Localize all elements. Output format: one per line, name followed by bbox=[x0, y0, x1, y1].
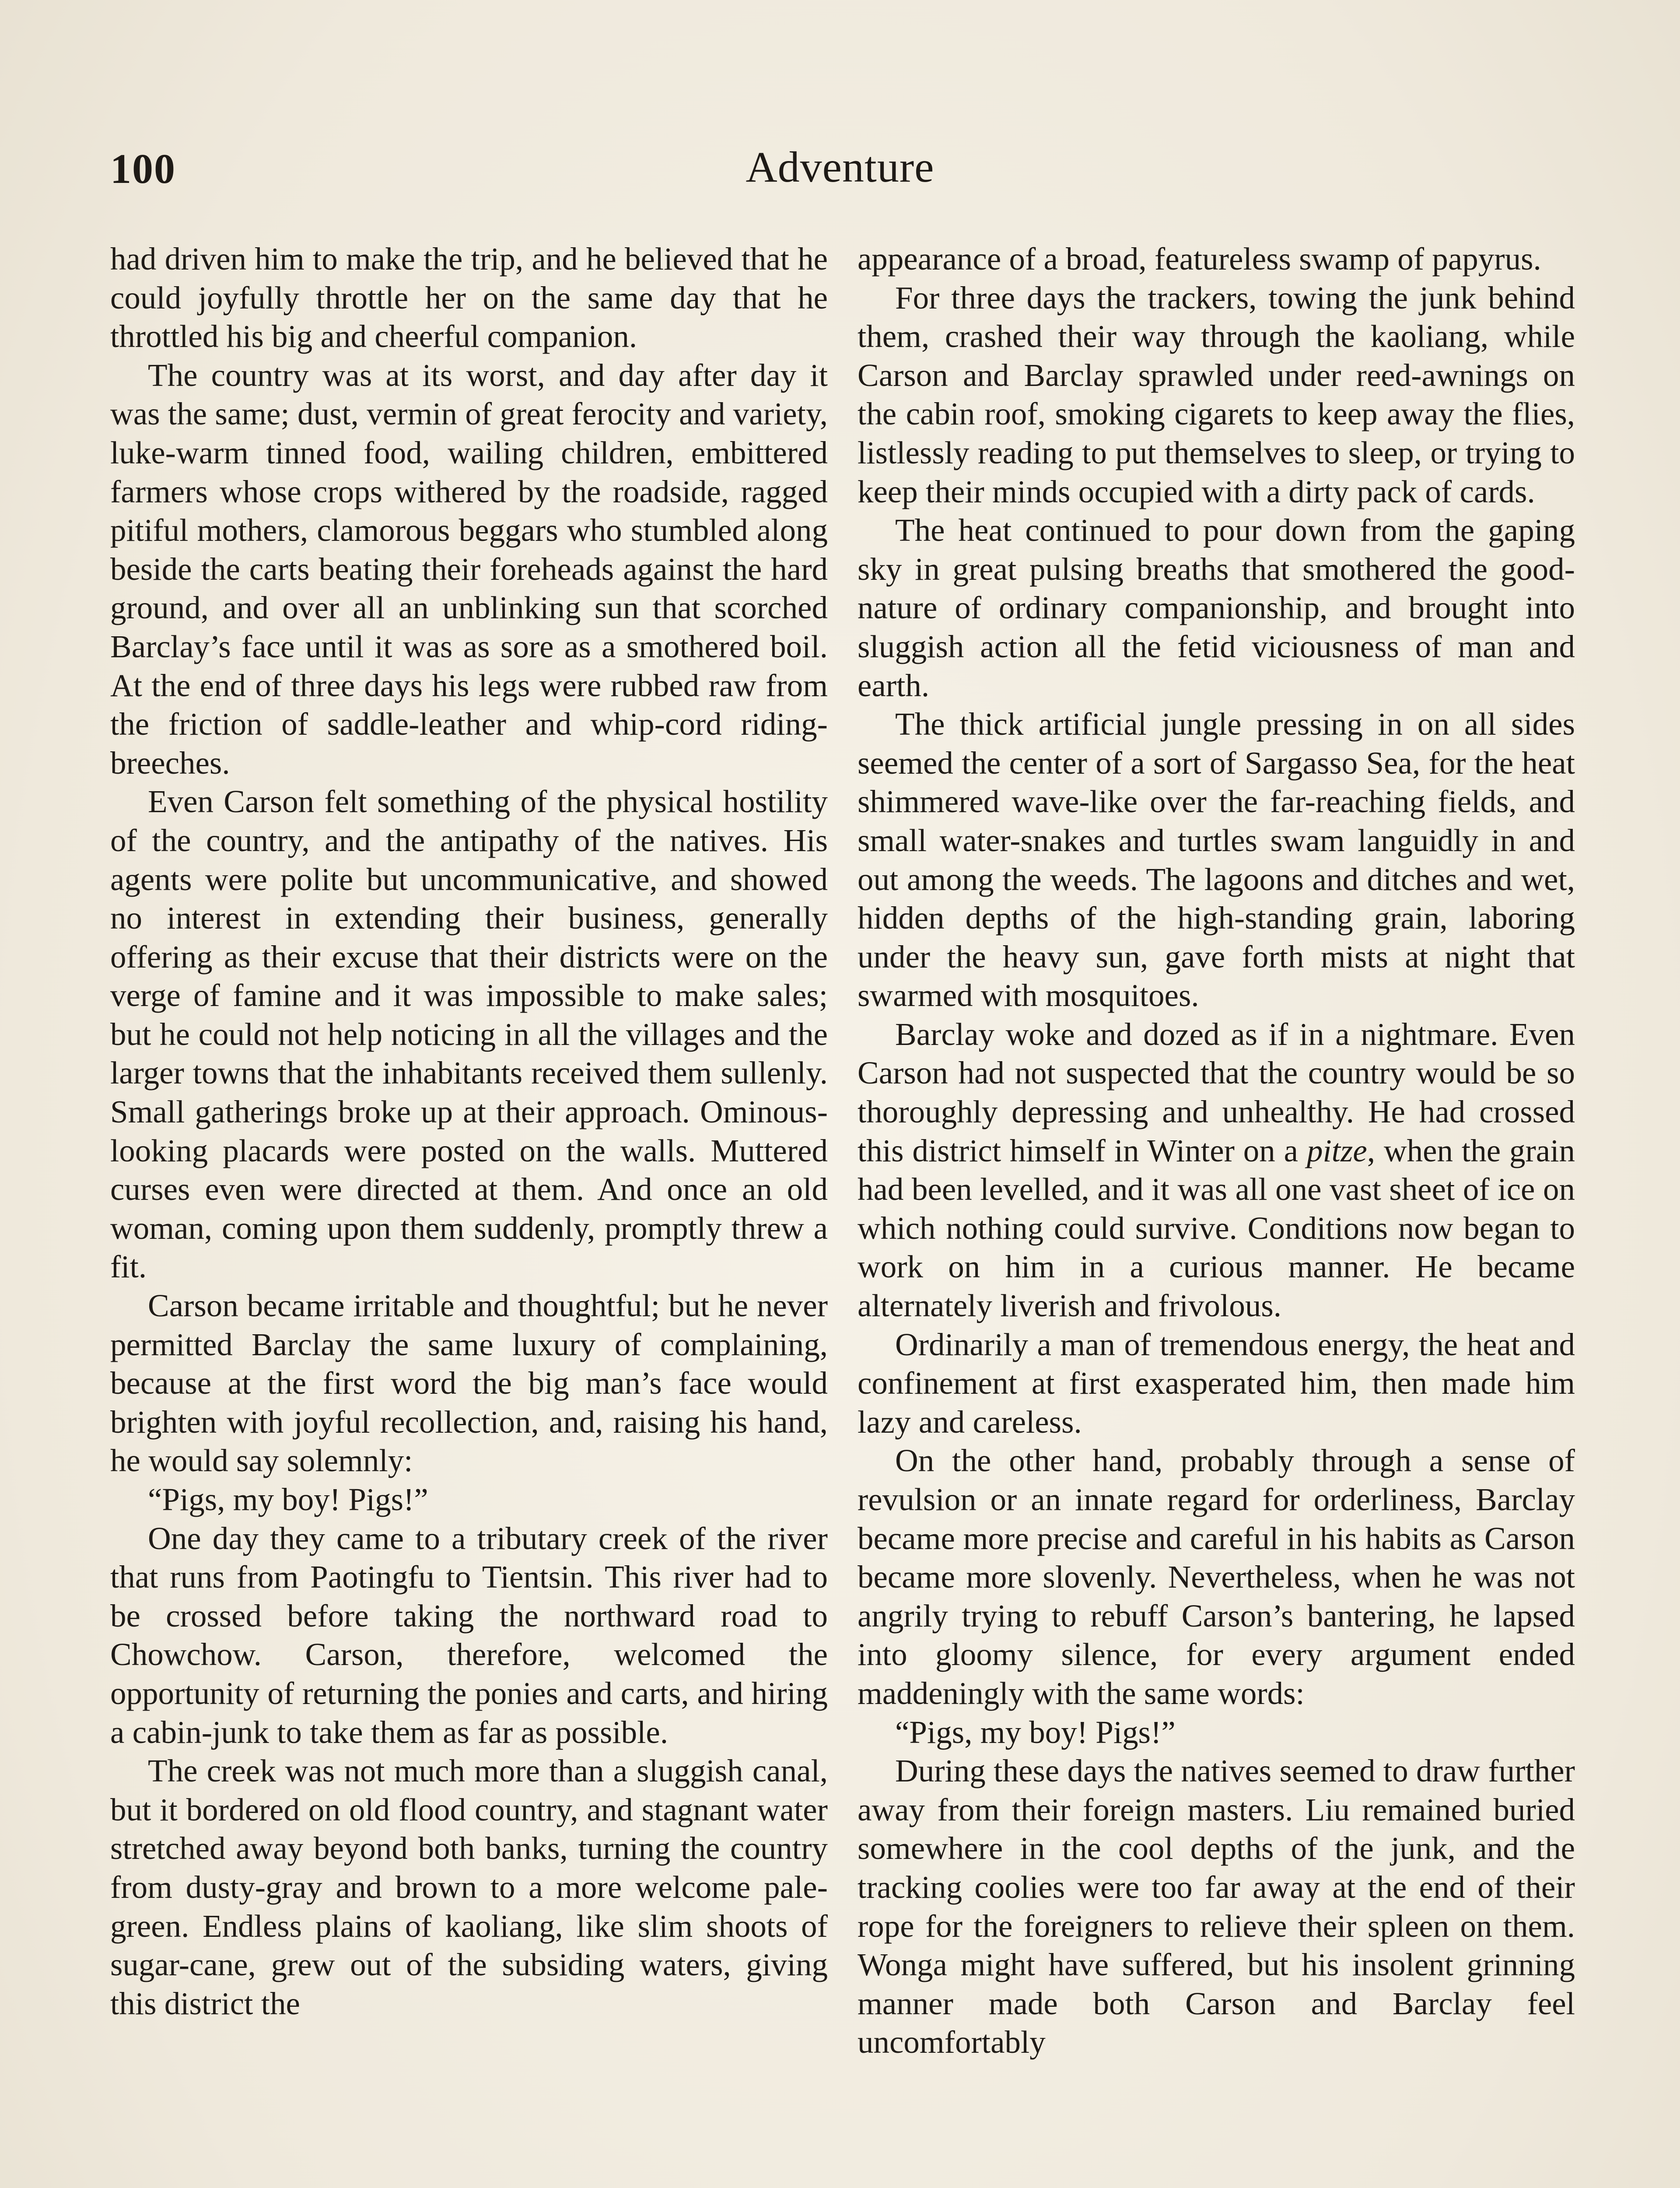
paragraph: The thick artificial jungle pressing in on all sides seemed the center of a sort of Sargasso Sea, for the heat shimmered wave-like over the far-reaching fields, and small water-snakes and turtles swam languidly in and out among the weeds. The lagoons and ditches and wet, hidden depths of the high-standing grain, laboring under the heavy sun, gave forth mists at night that swarmed with mosquitoes. bbox=[858, 706, 1575, 1013]
paragraph: appearance of a broad, featureless swamp of papyrus. bbox=[858, 241, 1541, 277]
paragraph-text: , when the grain had been levelled, and it was all one vast sheet of ice on which nothing could survive. Conditions now began to work on him in a curious manner. He became alternately liverish and frivolous. bbox=[858, 1133, 1575, 1324]
paragraph: One day they came to a tributary creek of the river that runs from Paotingfu to Tientsin. This river had to be crossed before taking the northward road to Chowchow. Carson, therefore, welcomed the opportunity of returning the ponies and carts, and hiring a cabin-junk to take them as far as possible. bbox=[110, 1520, 828, 1750]
paragraph: The country was at its worst, and day after day it was the same; dust, vermin of great ferocity and variety, luke-warm tinned food, wailing children, embittered farmers whose crops withered by the roadside, ragged pitiful mothers, clamorous beggars who stumbled along beside the carts beating their foreheads against the hard ground, and over all an unblinking sun that scorched Barclay’s face until it was as sore as a smothered boil. At the end of three days his legs were rubbed raw from the friction of saddle-leather and whip-cord riding-breeches. bbox=[110, 357, 828, 781]
running-title: Adventure bbox=[746, 143, 934, 191]
dialogue-line: “Pigs, my boy! Pigs!” bbox=[895, 1714, 1176, 1750]
right-column bbox=[858, 240, 1575, 2062]
italic-word: pitze bbox=[1306, 1133, 1367, 1168]
paragraph: During these days the natives seemed to draw further away from their foreign masters. Liu remained buried somewhere in the cool depths of the junk, and the tracking coolies were too far away at the end of their rope for the foreigners to relieve their spleen on them. Wonga might have suffered, but his insolent grinning manner made both Carson and Barclay feel uncomfortably bbox=[858, 1753, 1575, 2060]
page-header bbox=[110, 144, 1570, 197]
paragraph: For three days the trackers, towing the junk behind them, crashed their way through the kaoliang, while Carson and Barclay sprawled under reed-awnings on the cabin roof, smoking cigarets to keep away the flies, listlessly reading to put themselves to sleep, or trying to keep their minds occupied with a dirty pack of cards. bbox=[858, 280, 1575, 509]
paragraph-text: Barclay woke and dozed as if in a nightmare. Even Carson had not suspected that the country would be so thoroughly depressing and unhealthy. He had crossed this district himself in Winter on a bbox=[858, 1016, 1575, 1168]
paragraph: Carson became irritable and thoughtful; but he never permitted Barclay the same luxury of complaining, because at the first word the big man’s face would brighten with joyful recollection, and, raising his hand, he would say solemnly: bbox=[110, 1288, 828, 1479]
paragraph bbox=[858, 1015, 1575, 1325]
paragraph: had driven him to make the trip, and he believed that he could joyfully throttle her on the same day that he throttled his big and cheerful companion. bbox=[110, 241, 828, 354]
paragraph: The heat continued to pour down from the gaping sky in great pulsing breaths that smothered the good-nature of ordinary companionship, and brought into sluggish action all the fetid viciousness of man and earth. bbox=[858, 512, 1575, 703]
left-column bbox=[110, 240, 828, 2023]
paragraph: Even Carson felt something of the physical hostility of the country, and the antipathy of the natives. His agents were polite but uncommunicative, and showed no interest in extending their business, generally offering as their excuse that their districts were on the verge of famine and it was impossible to make sales; but he could not help noticing in all the villages and the larger towns that the inhabitants received them sullenly. Small gatherings broke up at their approach. Ominous-looking placards were posted on the walls. Muttered curses even were directed at them. And once an old woman, coming upon them suddenly, promptly threw a fit. bbox=[110, 784, 828, 1285]
paragraph: The creek was not much more than a sluggish canal, but it bordered on old flood country, and stagnant water stretched away beyond both banks, turning the country from dusty-gray and brown to a more welcome pale-green. Endless plains of kaoliang, like slim shoots of sugar-cane, grew out of the subsiding waters, giving this district the bbox=[110, 1753, 828, 2021]
page-number: 100 bbox=[110, 145, 176, 192]
paragraph: On the other hand, probably through a sense of revulsion or an innate regard for orderliness, Barclay became more precise and careful in his habits as Carson became more slovenly. Nevertheless, when he was not angrily trying to rebuff Carson’s bantering, he lapsed into gloomy silence, for every argument ended maddeningly with the same words: bbox=[858, 1443, 1575, 1711]
paragraph: Ordinarily a man of tremendous energy, the heat and confinement at first exasperated him, then made him lazy and careless. bbox=[858, 1326, 1575, 1440]
dialogue-line: “Pigs, my boy! Pigs!” bbox=[148, 1482, 428, 1517]
